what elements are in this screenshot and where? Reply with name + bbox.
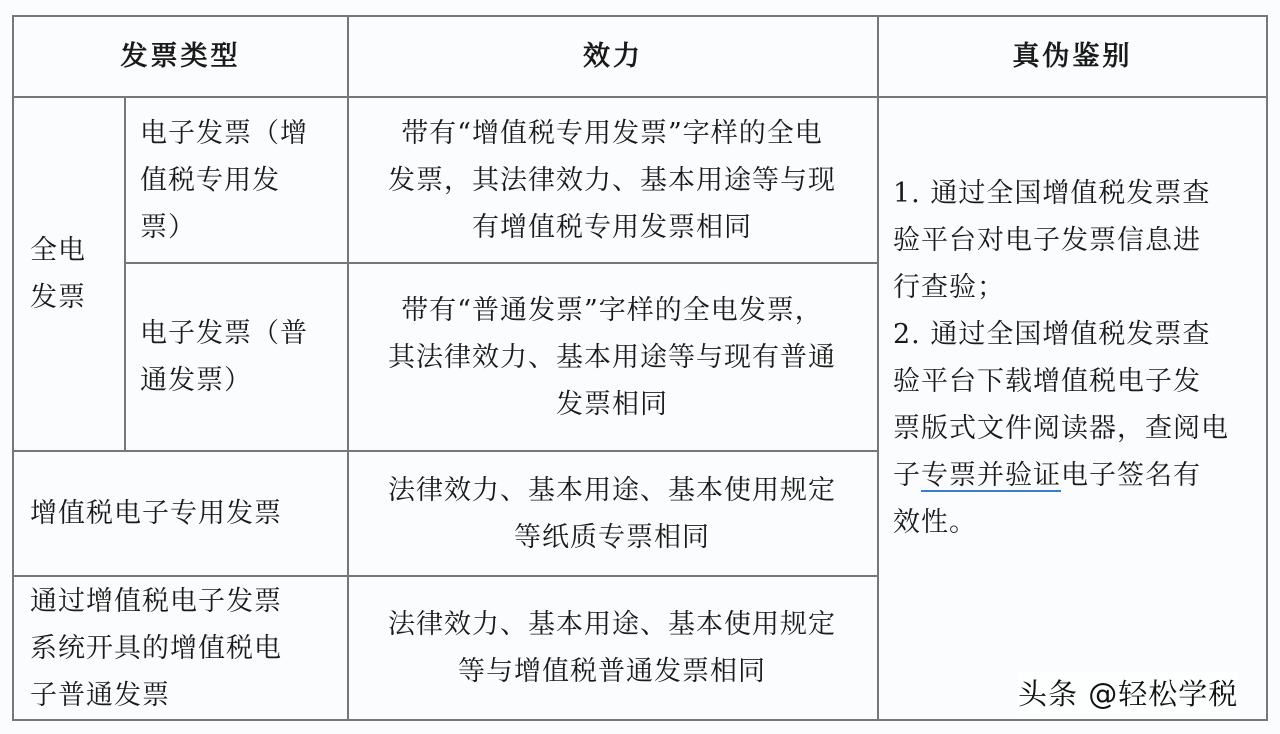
row-1-effect: 带有“增值税专用发票”字样的全电 发票，其法律效力、基本用途等与现 有增值税专用发票相同 [388, 117, 836, 243]
row-2-effect: 带有“普通发票”字样的全电发票， 其法律效力、基本用途等与现有普通 发票相同 [388, 294, 836, 420]
verify-text-part-1: 1. 通过全国增值税发票查 验平台对电子发票信息进 行查验； 2. 通过全国增值税发票查 验平台下载增值税电子发 票版式文件阅读器，查阅电 子 [893, 178, 1229, 491]
table-border-left [12, 15, 14, 721]
row-2-effect-cell [352, 264, 872, 450]
row-4-type: 通过增值税电子发票 系统开具的增值税电 子普通发票 [30, 585, 282, 711]
header-effect [349, 17, 877, 96]
row-2-type-cell [140, 264, 345, 450]
column-divider-2 [877, 15, 879, 721]
row-1-type-cell [140, 98, 345, 262]
verify-text-part-2: 电子签名有 效性。 [893, 460, 1201, 538]
header-invoice-type-text: 发票类型 [120, 41, 241, 72]
row-2-type: 电子发票（普 通发票） [140, 318, 308, 396]
row-3-effect-cell [352, 452, 872, 575]
row-3-effect: 法律效力、基本用途、基本使用规定 等纸质专票相同 [388, 474, 836, 553]
column-divider-1 [347, 15, 349, 721]
row-1-effect-cell [352, 98, 872, 262]
row-4-effect: 法律效力、基本用途、基本使用规定 等与增值税普通发票相同 [388, 609, 836, 687]
row-4-effect-cell [352, 577, 872, 719]
watermark: 头条 @轻松学税 [1018, 672, 1238, 713]
verify-underlined-text: 专票并验证 [921, 460, 1061, 491]
row-4-type-cell [30, 577, 345, 719]
header-effect-text: 效力 [583, 41, 643, 72]
header-invoice-type [14, 17, 347, 96]
header-verify-text: 真伪鉴别 [1012, 41, 1133, 72]
table-border-right [1266, 15, 1268, 721]
header-verify [879, 17, 1266, 96]
verify-cell [893, 98, 1263, 618]
row-1-type: 电子发票（增 值税专用发 票） [140, 117, 308, 243]
row-3-type-cell [30, 452, 345, 575]
group-divider [124, 96, 126, 452]
table-border-bottom [12, 719, 1268, 721]
row-3-type: 增值税电子专用发票 [30, 498, 282, 529]
group-label-cell [30, 98, 124, 450]
group-label: 全电 发票 [30, 235, 86, 313]
verify-text [893, 170, 1229, 546]
